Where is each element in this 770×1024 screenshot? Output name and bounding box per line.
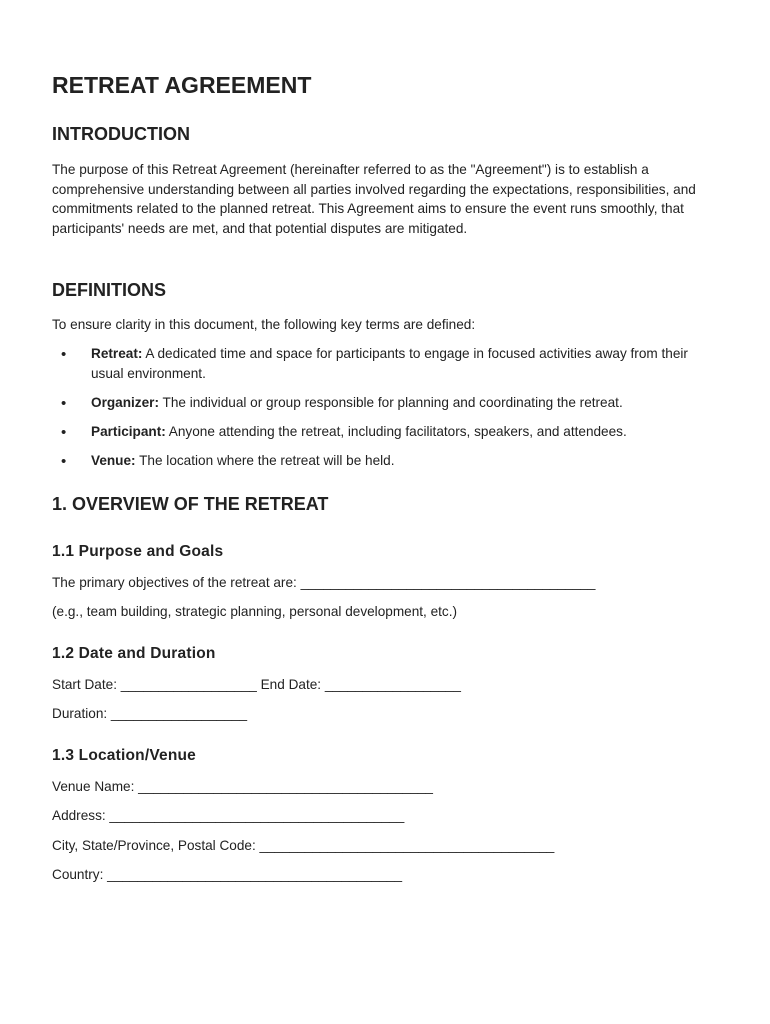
introduction-paragraph: The purpose of this Retreat Agreement (hereinafter referred to as the "Agreement") is to establish a comprehensive understanding between all parties involved regarding the expectations, responsibilities, and commitments related to the planned retreat. This Agreement aims to ensure the event runs smoothly, that participants' needs are met, and that potential disputes are mitigated. [52, 162, 696, 236]
definition-item-venue [52, 451, 712, 471]
objectives-examples: (e.g., team building, strategic planning, personal development, etc.) [52, 604, 458, 619]
definition-item-organizer [52, 393, 712, 413]
overview-heading: 1. OVERVIEW OF THE RETREAT [52, 494, 329, 514]
bullet-icon: • [61, 346, 67, 363]
definitions-list [52, 344, 712, 480]
purpose-goals-heading: 1.1 Purpose and Goals [52, 543, 224, 560]
objectives-field[interactable]: The primary objectives of the retreat are: _______________________________________ [52, 575, 596, 590]
definitions-heading: DEFINITIONS [52, 280, 167, 300]
definition-text: The individual or group responsible for planning and coordinating the retreat. [158, 394, 623, 410]
bullet-icon: • [61, 423, 67, 441]
date-duration-heading: 1.2 Date and Duration [52, 645, 216, 662]
country-field[interactable]: Country: _______________________________________ [52, 867, 402, 882]
city-state-postal-field[interactable]: City, State/Province, Postal Code: _______________________________________ [52, 838, 555, 853]
document-title: RETREAT AGREEMENT [52, 72, 312, 98]
definitions-intro: To ensure clarity in this document, the following key terms are defined: [52, 317, 476, 332]
definition-term: Retreat: [91, 346, 143, 361]
definition-text: The location where the retreat will be held. [135, 453, 395, 469]
definition-term: Participant: [91, 423, 166, 439]
definition-text: A dedicated time and space for participants to engage in focused activities away from their usual environment. [91, 346, 688, 381]
definition-term: Venue: [91, 453, 136, 469]
definition-term: Organizer: [91, 394, 159, 410]
address-field[interactable]: Address: _______________________________________ [52, 808, 405, 823]
introduction-heading: INTRODUCTION [52, 124, 190, 144]
definition-item-participant [52, 422, 712, 442]
venue-name-field[interactable]: Venue Name: _______________________________________ [52, 779, 433, 794]
duration-field[interactable]: Duration: __________________ [52, 706, 248, 721]
location-venue-heading: 1.3 Location/Venue [52, 747, 197, 764]
definition-text: Anyone attending the retreat, including facilitators, speakers, and attendees. [165, 423, 627, 439]
start-end-date-fields[interactable]: Start Date: __________________ End Date: __________________ [52, 677, 461, 692]
bullet-icon: • [61, 453, 67, 471]
bullet-icon: • [61, 394, 67, 412]
definition-item-retreat [52, 344, 712, 383]
